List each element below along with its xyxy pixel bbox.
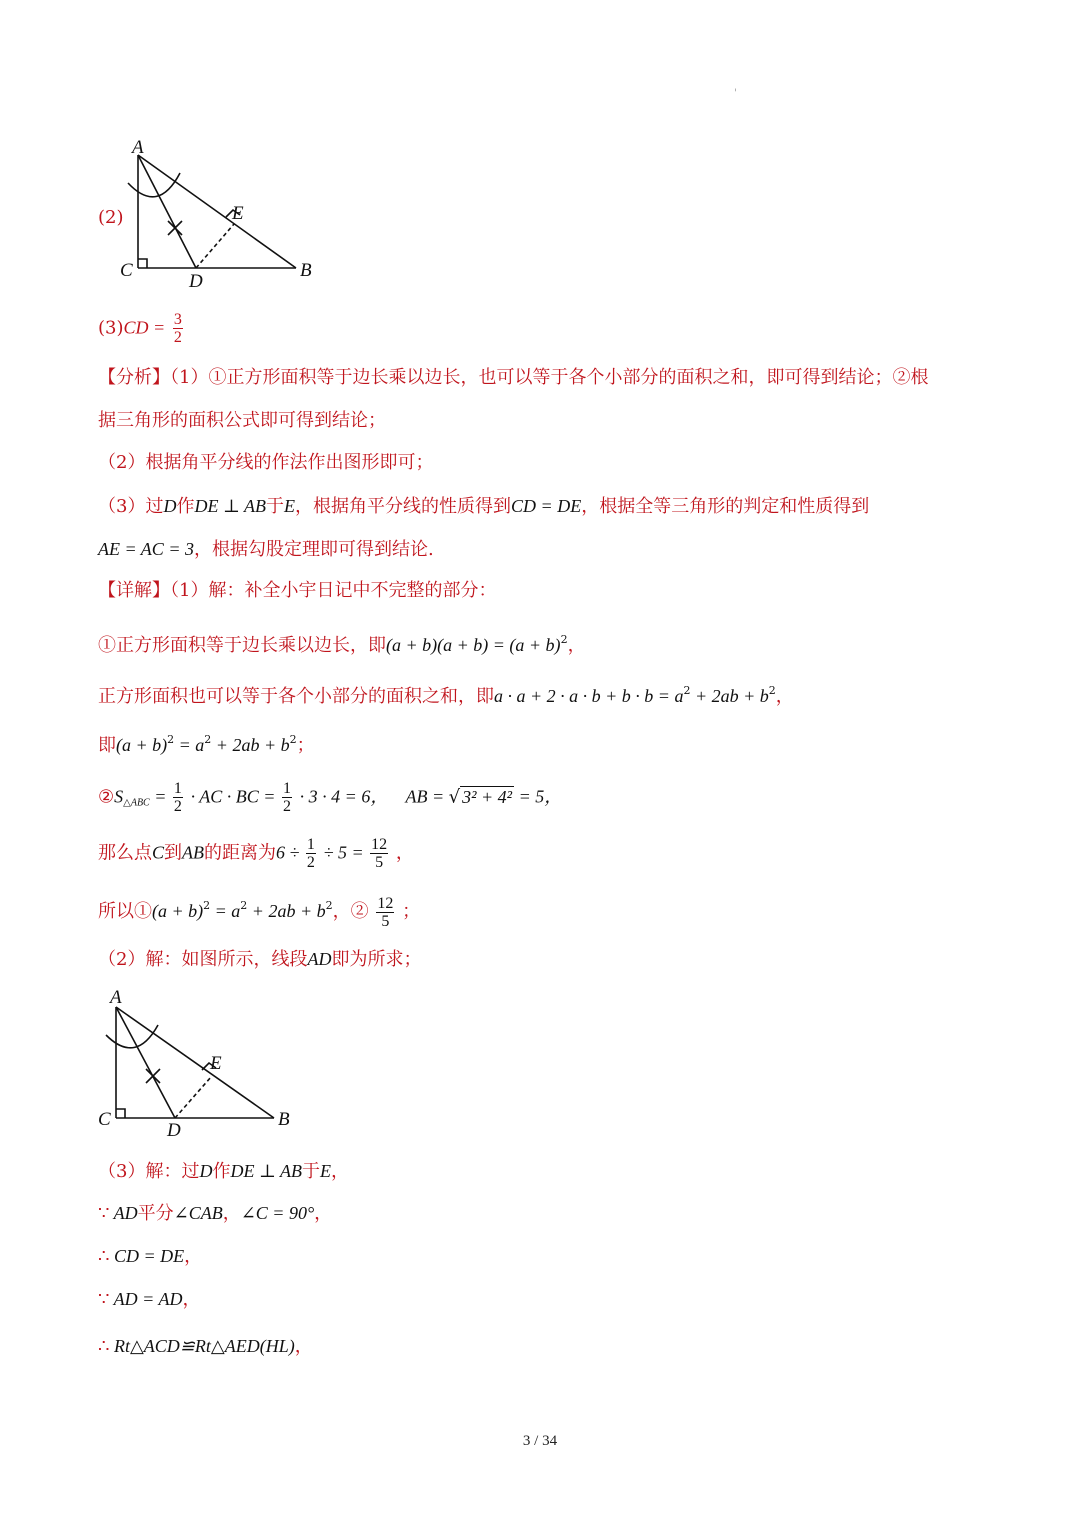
detail-line-11: ∴ CD = DE， <box>98 1246 203 1267</box>
page-number: 3 / 34 <box>522 1433 558 1449</box>
segment-DE <box>196 224 234 268</box>
point-C-label: C <box>98 1109 111 1130</box>
point-D-label: D <box>189 271 203 290</box>
point-B-label: B <box>278 1109 290 1130</box>
point-A-label: A <box>132 137 144 158</box>
point-C-label: C <box>120 260 133 281</box>
analysis-line-3: （2）根据角平分线的作法作出图形即可； <box>98 452 434 473</box>
point-D-label: D <box>167 1120 181 1140</box>
point-E-label: E <box>210 1053 222 1074</box>
detail-line-9: （3）解：过D作DE ⊥ AB于E， <box>98 1161 350 1182</box>
point-A-label: A <box>110 987 122 1008</box>
detail-line-8: （2）解：如图所示，线段AD即为所求； <box>98 949 422 970</box>
detail-line-3: 正方形面积也可以等于各个小部分的面积之和，即$a \cdot a + 2 \cdot a \cdot b + b \cdot b = a^2 + 2ab + b^2$， <box>98 684 794 707</box>
point-E-label: E <box>232 203 244 224</box>
analysis-line-1: 【分析】（1）①正方形面积等于边长乘以边长，也可以等于各个小部分的面积之和，即可得到结论；②根 <box>98 367 929 388</box>
right-angle-C <box>116 1109 125 1118</box>
detail-line-12: ∵ AD = AD， <box>98 1289 201 1310</box>
segment-AB <box>116 1007 274 1118</box>
detail-line-2: ①正方形面积等于边长乘以边长，即$(a + b)(a + b) = (a + b)^2$， <box>98 633 586 656</box>
detail-line-1: 【详解】（1）解：补全小宇日记中不完整的部分： <box>98 580 497 601</box>
segment-AD <box>116 1007 175 1118</box>
segment-DE <box>175 1077 211 1118</box>
point-B-label: B <box>300 260 312 281</box>
answer3-line: (3)CD = $\frac{3}{2}$ <box>98 311 182 346</box>
detail-line-13: ∴ Rt△ACD≌Rt△AED(HL)， <box>98 1336 313 1357</box>
segment-AD <box>138 155 196 268</box>
detail-line-4: 即$(a + b)^2 = a^2 + 2ab + b^2$； <box>98 733 315 756</box>
detail-line-6: 那么点C到AB的距离为6 ÷ $\frac{1}{2}$ ÷ 5 = $\frac{12}{5}$ ， <box>98 836 414 871</box>
analysis-line-2: 据三角形的面积公式即可得到结论； <box>98 410 386 431</box>
triangle-figure-2 <box>96 985 306 1140</box>
detail-line-7: 所以①(a + $b)^2 = a^2 + 2ab + b^2$，② $\frac{12}{5}$ ； <box>98 894 421 930</box>
detail-line-5: $②S_{\triangle ABC}$ = $\frac{1}{2}$ · AC · BC = $\frac{1}{2}$ · 3 · 4 = 6， AB = √ 3² + 4² = 5， <box>98 780 563 815</box>
stray-mark: ' <box>734 88 737 99</box>
figure1-label: (2) <box>98 207 124 228</box>
triangle-figure-1 <box>118 135 328 290</box>
analysis-line-4: （3）过D作DE ⊥ AB于E，根据角平分线的性质得到CD = DE，根据全等三角形的判定和性质得到 <box>98 496 870 517</box>
detail-line-10: ∵ AD平分∠CAB，∠C = 90°， <box>98 1203 333 1224</box>
analysis-line-5: AE = AC = 3，根据勾股定理即可得到结论. <box>98 539 434 560</box>
right-angle-C <box>138 259 147 268</box>
segment-AB <box>138 155 296 268</box>
